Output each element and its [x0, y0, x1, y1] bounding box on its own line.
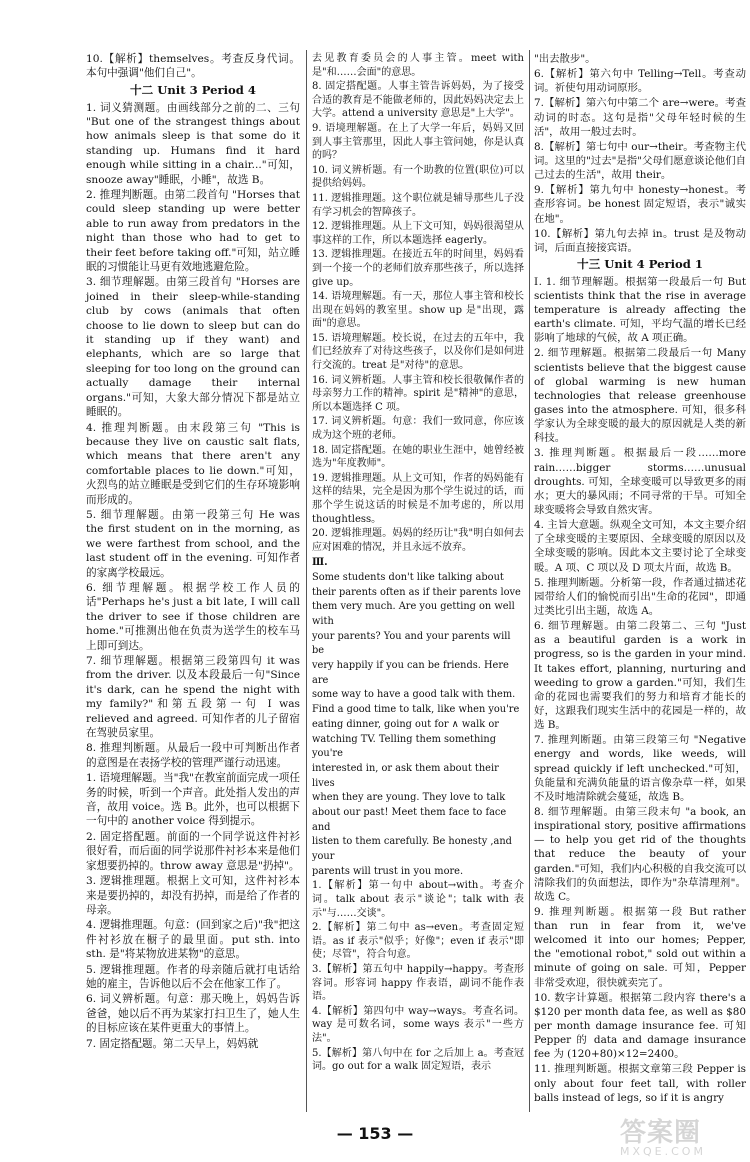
- answer-item: 5. 细节理解题。由第一段第三句 He was the first student on in the morning, as we were farthest from school, and the last student off in the evening. 可知作者的家离学校最远。: [86, 508, 300, 579]
- answer-item: 12. 逻辑推理题。从上下文可知，妈妈很渴望从事这样的工作，所以本题选择 eagerly。: [312, 221, 524, 246]
- answer-item: 10. 词义辨析题。有一个助教的位置(职位)可以提供给妈妈。: [312, 164, 524, 190]
- answer-item: 2. 细节理解题。根据第二段最后一句 Many scientists believe that the biggest cause of global warming is new human technologies that release greenhouse gases into the atmosphere. 可知，很多科学家认为全球变暖的最大的原因就是人类的新科技。: [534, 347, 746, 445]
- answer-item: 13. 逻辑推理题。在接近五年的时间里，妈妈看到一个接一个的老师们放弃那些孩子，所以选择 give up。: [312, 249, 524, 288]
- column-divider: [529, 50, 530, 1112]
- answer-item: 11. 逻辑推理题。这个职位就是辅导那些儿子没有学习机会的智障孩子。: [312, 192, 524, 218]
- answer-item: 7. 固定搭配题。第二天早上，妈妈就: [86, 1037, 259, 1050]
- answer-item: 1.【解析】第一句中 about→with。考查介词。talk about 表示"谈论"；talk with 表示"与……交谈"。: [312, 880, 524, 919]
- passage-line: their parents often as if their parents love: [312, 586, 521, 598]
- watermark-site: MXQE.COM: [620, 1145, 706, 1158]
- answer-item: 2. 固定搭配题。前面的一个同学说这件衬衫很好看，而后面的同学说那件衬衫本来是他们家想要扔掉的。throw away 意思是"扔掉"。: [86, 830, 300, 872]
- answer-item: 5.【解析】第八句中在 for 之后加上 a。考查冠词。go out for a walk 固定短语，表示: [312, 1047, 524, 1073]
- answer-item: 6. 词义辨析题。句意：那天晚上，妈妈告诉爸爸，她以后不再为某家打扫卫生了，她人生的目标应该在某件更重大的事情上。: [86, 993, 300, 1035]
- passage-line: very happily if you can be friends. Here are: [312, 660, 509, 686]
- answer-item: 1. 词义猜测题。由画线部分之前的二、三句 "But one of the strangest things about how animals sleep is that some do it standing up. Humans find it hard enough while sitting in a chair..."可知，snooze away"睡眠，小睡"，故选 B。: [86, 101, 300, 186]
- answer-item: 6. 细节理解题。根据学校工作人员的话"Perhaps he's just a bit late, I will call the driver to see if those children are home."可推测出他在负责为送学生的校车马上即可到达。: [86, 581, 300, 652]
- passage-line: when they are young. They love to talk: [312, 792, 506, 804]
- answer-item: 1. 语境理解题。当"我"在教室前面完成一项任务的时候，听到一个声音。此处指人发出的声音，故用 voice。选 B。此外，也可以根据下一句中的 another voice 得到提示。: [86, 772, 300, 828]
- passage-line: about our past! Meet them face to face and: [312, 806, 507, 833]
- passage-line: eating dinner, going out for ∧ walk or: [312, 718, 499, 730]
- answer-item: 17. 词义辨析题。句意：我们一致同意，你应该成为这个班的老师。: [312, 416, 524, 442]
- passage-line: watching TV. Telling them something you're: [312, 733, 497, 760]
- answer-item: 4. 推理判断题。由末段第三句 "This is because they live on caustic salt flats, which means that there aren't any comfortable places to lie down."可知，火烈鸟的站立睡眠是受到它们的生存环境影响而形成的。: [86, 421, 300, 506]
- answer-item: 8. 固定搭配题。人事主管告诉妈妈，为了接受合适的教育是不能做老师的，因此妈妈决定去上大学。attend a university 意思是"上大学"。: [312, 81, 524, 120]
- answer-item: 20. 逻辑推理题。妈妈的经历让"我"明白如何去应对困难的情况，并且永远不放弃。: [312, 528, 524, 553]
- column-middle: [312, 52, 524, 1075]
- answer-item: 9.【解析】第九句中 honesty→honest。考查形容词。be honest 固定短语，表示"诚实在地"。: [534, 184, 746, 225]
- answer-item: 2.【解析】第二句中 as→even。考查固定短语。as if 表示"似乎；好像"；even if 表示"即使；尽管"，符合句意。: [312, 922, 524, 961]
- answer-item: 2. 推理判断题。由第二段首句 "Horses that could sleep standing up were better able to run away from predators in the night than those who had to get to their feet before taking off."可知，站立睡眠的习惯能让马更有效地逃避危险。: [86, 189, 300, 274]
- answer-item: 16. 词义辨析题。人事主管和校长很敬佩作者的母亲努力工作的精神。spirit 是"精神"的意思，所以本题选择 C 项。: [312, 374, 524, 413]
- passage-line: some way to have a good talk with them.: [312, 689, 516, 701]
- answer-item: 去见教育委员会的人事主管。meet with 是"和……会面"的意思。: [312, 53, 524, 78]
- answer-item: 8. 推理判断题。从最后一段中可判断出作者的意图是在表扬学校的管理严谨行动迅速。: [86, 742, 300, 769]
- corrected-passage: [312, 571, 524, 879]
- answer-item: 3.【解析】第五句中 happily→happy。考查形容词。形容词 happy 作表语，副词不能作表语。: [312, 963, 524, 1003]
- answer-item: 7.【解析】第六句中第二个 are→were。考查动词的时态。这句是指"父母年轻时候的生活"，故用一般过去时。: [534, 97, 746, 138]
- answer-item: 6.【解析】第六句中 Telling→Tell。考查动词。祈使句用动词原形。: [534, 68, 746, 95]
- answer-item: 7. 细节理解题。根据第三段第四句 it was from the driver. 以及本段最后一句"Since it's dark, can he spend the night with my family?"和第五段第一句 I was relieved and agreed. 可知作者的儿子留宿在驾驶员家里。: [86, 655, 300, 740]
- answer-item: 3. 逻辑推理题。根据上文可知，这件衬衫本来是要扔掉的，却没有扔掉，而是给了作者的母亲。: [86, 875, 300, 916]
- passage-line: them very much. Are you getting on well with: [312, 601, 515, 628]
- passage-line: Find a good time to talk, like when you're: [312, 704, 520, 716]
- section-label: Ⅲ.: [312, 557, 328, 569]
- answer-item: 6. 细节理解题。由第二段第二、三句 "Just as a beautiful garden is a work in progress, so is the garden in your mind. It takes effort, planning, nurturing and weeding to grow a garden."可知，我们生命的花园也需要我们的努力和培育才能长的好，这跟我们现实生活中的花园是一样的，故选 B。: [534, 620, 746, 732]
- passage-line: parents will trust in you more.: [312, 865, 464, 877]
- watermark-logo: [620, 1112, 740, 1156]
- answer-item: 3. 推理判断题。根据最后一段……more rain……bigger storms……unusual droughts. 可知，全球变暖可以导致更多的雨水；更大的暴风雨；不同寻常的干旱。可知全球变暖将会导致自然灾害。: [534, 447, 746, 516]
- answer-item: 10.【解析】themselves。考查反身代词。本句中强调"他们自己"。: [86, 53, 300, 80]
- answer-item: 8. 细节理解题。由第三段末句 "a book, an inspirational story, positive affirmations — to help you get rid of the thoughts that reduce the beauty of your garden."可知，我们内心积极的自我交流可以清除我们的负面想法，即作为"杂草清理剂"。故选 C。: [534, 805, 746, 903]
- answer-item: 5. 推理判断题。分析第一段，作者通过描述花园带给人们的愉悦而引出"生命的花园"，即通过类比引出主题，故选 A。: [534, 576, 746, 617]
- column-divider: [306, 50, 307, 1112]
- answer-item: 18. 固定搭配题。在她的职业生涯中，她曾经被选为"年度教师"。: [312, 444, 524, 470]
- answer-item: 4. 主旨大意题。纵观全文可知，本文主要介绍了全球变暖的主要原因、全球变暖的原因以及全球变暖的影响。因此本文主要讨论了全球变暖。A 项、C 项以及 D 项太片面，故选 B。: [534, 519, 746, 574]
- answer-item: 8.【解析】第七句中 our→their。考查物主代词。这里的"过去"是指"父母们愿意谈论他们自己过去的生活"，故用 their。: [534, 140, 746, 182]
- answer-item: 7. 推理判断题。由第三段第三句 "Negative energy and words, like weeds, will spread quickly if left unchecked."可知，负能量和充满负能量的语言像杂草一样，如果不及时地清除就会蔓延，故选 B。: [534, 734, 746, 803]
- passage-line: interested in, or ask them about their lives: [312, 762, 499, 789]
- section-heading: 十三 Unit 4 Period 1: [577, 256, 703, 271]
- passage-line: Some students don't like talking about: [312, 571, 504, 583]
- section-heading: 十二 Unit 3 Period 4: [130, 82, 256, 97]
- answer-item: 4.【解析】第四句中 way→ways。考查名词。way 是可数名词，some ways 表示"一些方法"。: [312, 1005, 524, 1044]
- answer-item: 10.【解析】第九句去掉 in。trust 是及物动词，后面直接接宾语。: [534, 227, 746, 254]
- passage-line: listen to them carefully. Be honesty ,and your: [312, 836, 512, 863]
- watermark-main: 答案圈: [620, 1118, 702, 1148]
- answer-item: 3. 细节理解题。由第三段首句 "Horses are joined in their sleep-while-standing club by cows (animals that often choose to lie down to sleep but can do it standing up if they want) and elephants, which are so large that sleeping for too long on the ground can actually damage their internal organs."可知，大象大部分情况下都是站立睡眠的。: [86, 276, 300, 419]
- answer-item: Ⅰ. 1. 细节理解题。根据第一段最后一句 But scientists think that the rise in average temperature is already affecting the earth's climate. 可知，平均气温的增长已经影响了地球的气候，故 A 项正确。: [534, 275, 746, 345]
- answer-item: 4. 逻辑推理题。句意：(回到家之后)"我"把这件衬衫放在橱子的最里面。put sth. into sth. 是"将某物放进某物"的意思。: [86, 919, 300, 961]
- answer-item: 9. 语境理解题。在上了大学一年后，妈妈又回到人事主管那里，因此人事主管问她，你是认真的吗？: [312, 122, 524, 162]
- answer-item: 5. 逻辑推理题。作者的母亲随后就打电话给她的雇主，告诉他以后不会在他家工作了。: [86, 963, 300, 990]
- page-number: — 153 —: [336, 1124, 414, 1143]
- answer-item: 10. 数字计算题。根据第二段内容 there's a $120 per month data fee, as well as $80 per month damage insurance fee. 可知 Pepper 的 data and damage insurance fee 为 (120+80)×12=2400。: [534, 991, 746, 1061]
- answer-item: 9. 推理判断题。根据第一段 But rather than run in fear from it, we've welcomed it into our homes; Pepper, the "emotional robot," sold out within a minute of going on sale. 可知，Pepper 非常受欢迎，很快就卖完了。: [534, 905, 746, 989]
- answer-item: 15. 语境理解题。校长说，在过去的五年中，我们已经放弃了对待这些孩子，以及你们是如何进行交流的。treat 是"对待"的意思。: [312, 332, 524, 372]
- passage-line: your parents? You and your parents will be: [312, 630, 511, 657]
- answer-item: "出去散步"。: [534, 53, 596, 65]
- answer-item: 19. 逻辑推理题。从上文可知，作者的妈妈能有这样的结果，完全是因为那个学生说过的话，而那个学生说这话的时候是不加考虑的，所以用 thoughtless。: [312, 472, 524, 525]
- answer-item: 11. 推理判断题。根据文章第三段 Pepper is only about four feet tall, with roller balls instead of legs, so if it is angry: [534, 1063, 746, 1104]
- column-right: [534, 52, 746, 1106]
- column-left: [86, 52, 300, 1052]
- answer-item: 14. 语境理解题。有一天，那位人事主管和校长出现在妈妈的教室里。show up 是"出现，露面"的意思。: [312, 291, 524, 330]
